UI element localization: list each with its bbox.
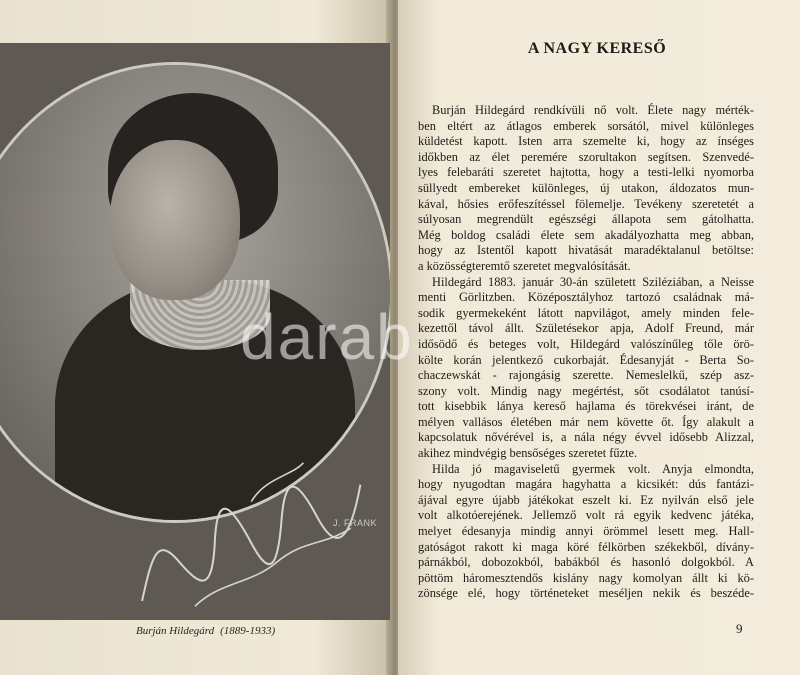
text-line: tott kisebbik lánya kereső hajlama és törekvései iránt, de: [418, 399, 754, 414]
caption-years: (1889-1933): [220, 625, 276, 637]
text-line: Hilda jó magaviseletű gyermek volt. Anyja elmondta,: [432, 461, 754, 476]
portrait-face: [110, 140, 240, 300]
text-line: zönsége elé, hogy történeteket meséljen nekik és beszéde-: [418, 586, 754, 601]
chapter-title: A NAGY KERESŐ: [527, 40, 667, 57]
text-line: időkben az élet peremére szorultakon segítsen. Szenvedé-: [418, 149, 754, 164]
text-line: sodik gyermekeként látott napvilágot, amely minden fele-: [418, 305, 754, 320]
text-line: hogy nyugodtan magára hagyhatta a kicsikét: dús fantázi-: [418, 477, 754, 492]
text-line: mélyen vallásos életében már nem követte őt. Így alakult a: [418, 414, 754, 429]
text-line: kával, hősies erőfeszítéssel fölemelje. Tevékeny szeretetét a: [418, 196, 754, 211]
text-line: költe korán jelentkező cukorbaját. Édesanyját - Berta So-: [418, 352, 754, 367]
text-line: ájával egyre újabb játékokat eszelt ki. Ez nyilván első jele: [418, 492, 754, 507]
text-line: volt alkotóerejének. Jellemző volt rá egyik kedvenc játéka,: [418, 508, 754, 523]
text-line: súlyosan megrendült egészségi állapota sem gátolhatta.: [418, 212, 754, 227]
text-line: ben eltért az átlagos emberek sorsától, mivel különleges: [418, 118, 754, 133]
text-line: küldetést kapott. Isten arra szemelte ki, hogy az ínséges: [418, 134, 754, 149]
text-line: idősödő és beteges volt, Hildegárd valószínűleg tőle örö-: [418, 336, 754, 351]
caption-name: Burján Hildegárd: [136, 625, 215, 637]
text-line: szony volt. Mindig nagy megértést, sőt csodálatot tanúsí-: [418, 383, 754, 398]
photo-studio-stamp: J. FRANK: [333, 518, 378, 528]
body-text: [418, 103, 754, 602]
text-line: akihez mindvégig bensőséges szeretet fűzte.: [418, 446, 638, 461]
photo-caption: [136, 625, 376, 637]
text-line: Hildegárd 1883. január 30-án született Sziléziában, a Neisse: [432, 274, 754, 289]
text-line: párnákból, dobozokból, babákból és hasonló dolgokból. A: [418, 555, 754, 570]
text-line: menti Görlitzben. Középosztályhoz tartozó családnak má-: [418, 290, 754, 305]
text-line: kapcsolatuk nővérével is, a nála négy évvel idősebb Alizzal,: [418, 430, 754, 445]
text-line: Burján Hildegárd rendkívüli nő volt. Élete nagy mérték-: [432, 103, 754, 117]
text-line: kezettől távol állt. Születésekor apja, Adolf Freund, már: [418, 321, 754, 336]
text-line: hogy az Istentől kapott hivatását maradéktalanul betöltse:: [418, 243, 754, 258]
text-line: gatóságot rakott ki maga köré félkörben székekből, dívány-: [418, 539, 754, 554]
text-line: süllyedt embereket különleges, új utakon, áldozatos mun-: [418, 180, 754, 195]
text-line: chaczewskát - rajongásig szerette. Nemeslelkű, szép asz-: [418, 368, 754, 383]
text-line: a közösségteremtő szeretet megvalósítását.: [418, 258, 631, 273]
text-line: lyes felebaráti szeretet hajtotta, hogy a testi-lelki nyomorba: [418, 165, 754, 180]
text-line: Még boldog családi élete sem akadályozhatta meg abban,: [418, 227, 754, 242]
watermark: darab: [240, 301, 414, 373]
text-line: pöttöm háromesztendős kislány nagy komolyan állt ki kö-: [418, 570, 754, 585]
page-number: 9: [736, 621, 743, 636]
text-line: melyet édesanyja mindig annyi örömmel lesett meg. Hall-: [418, 524, 754, 539]
